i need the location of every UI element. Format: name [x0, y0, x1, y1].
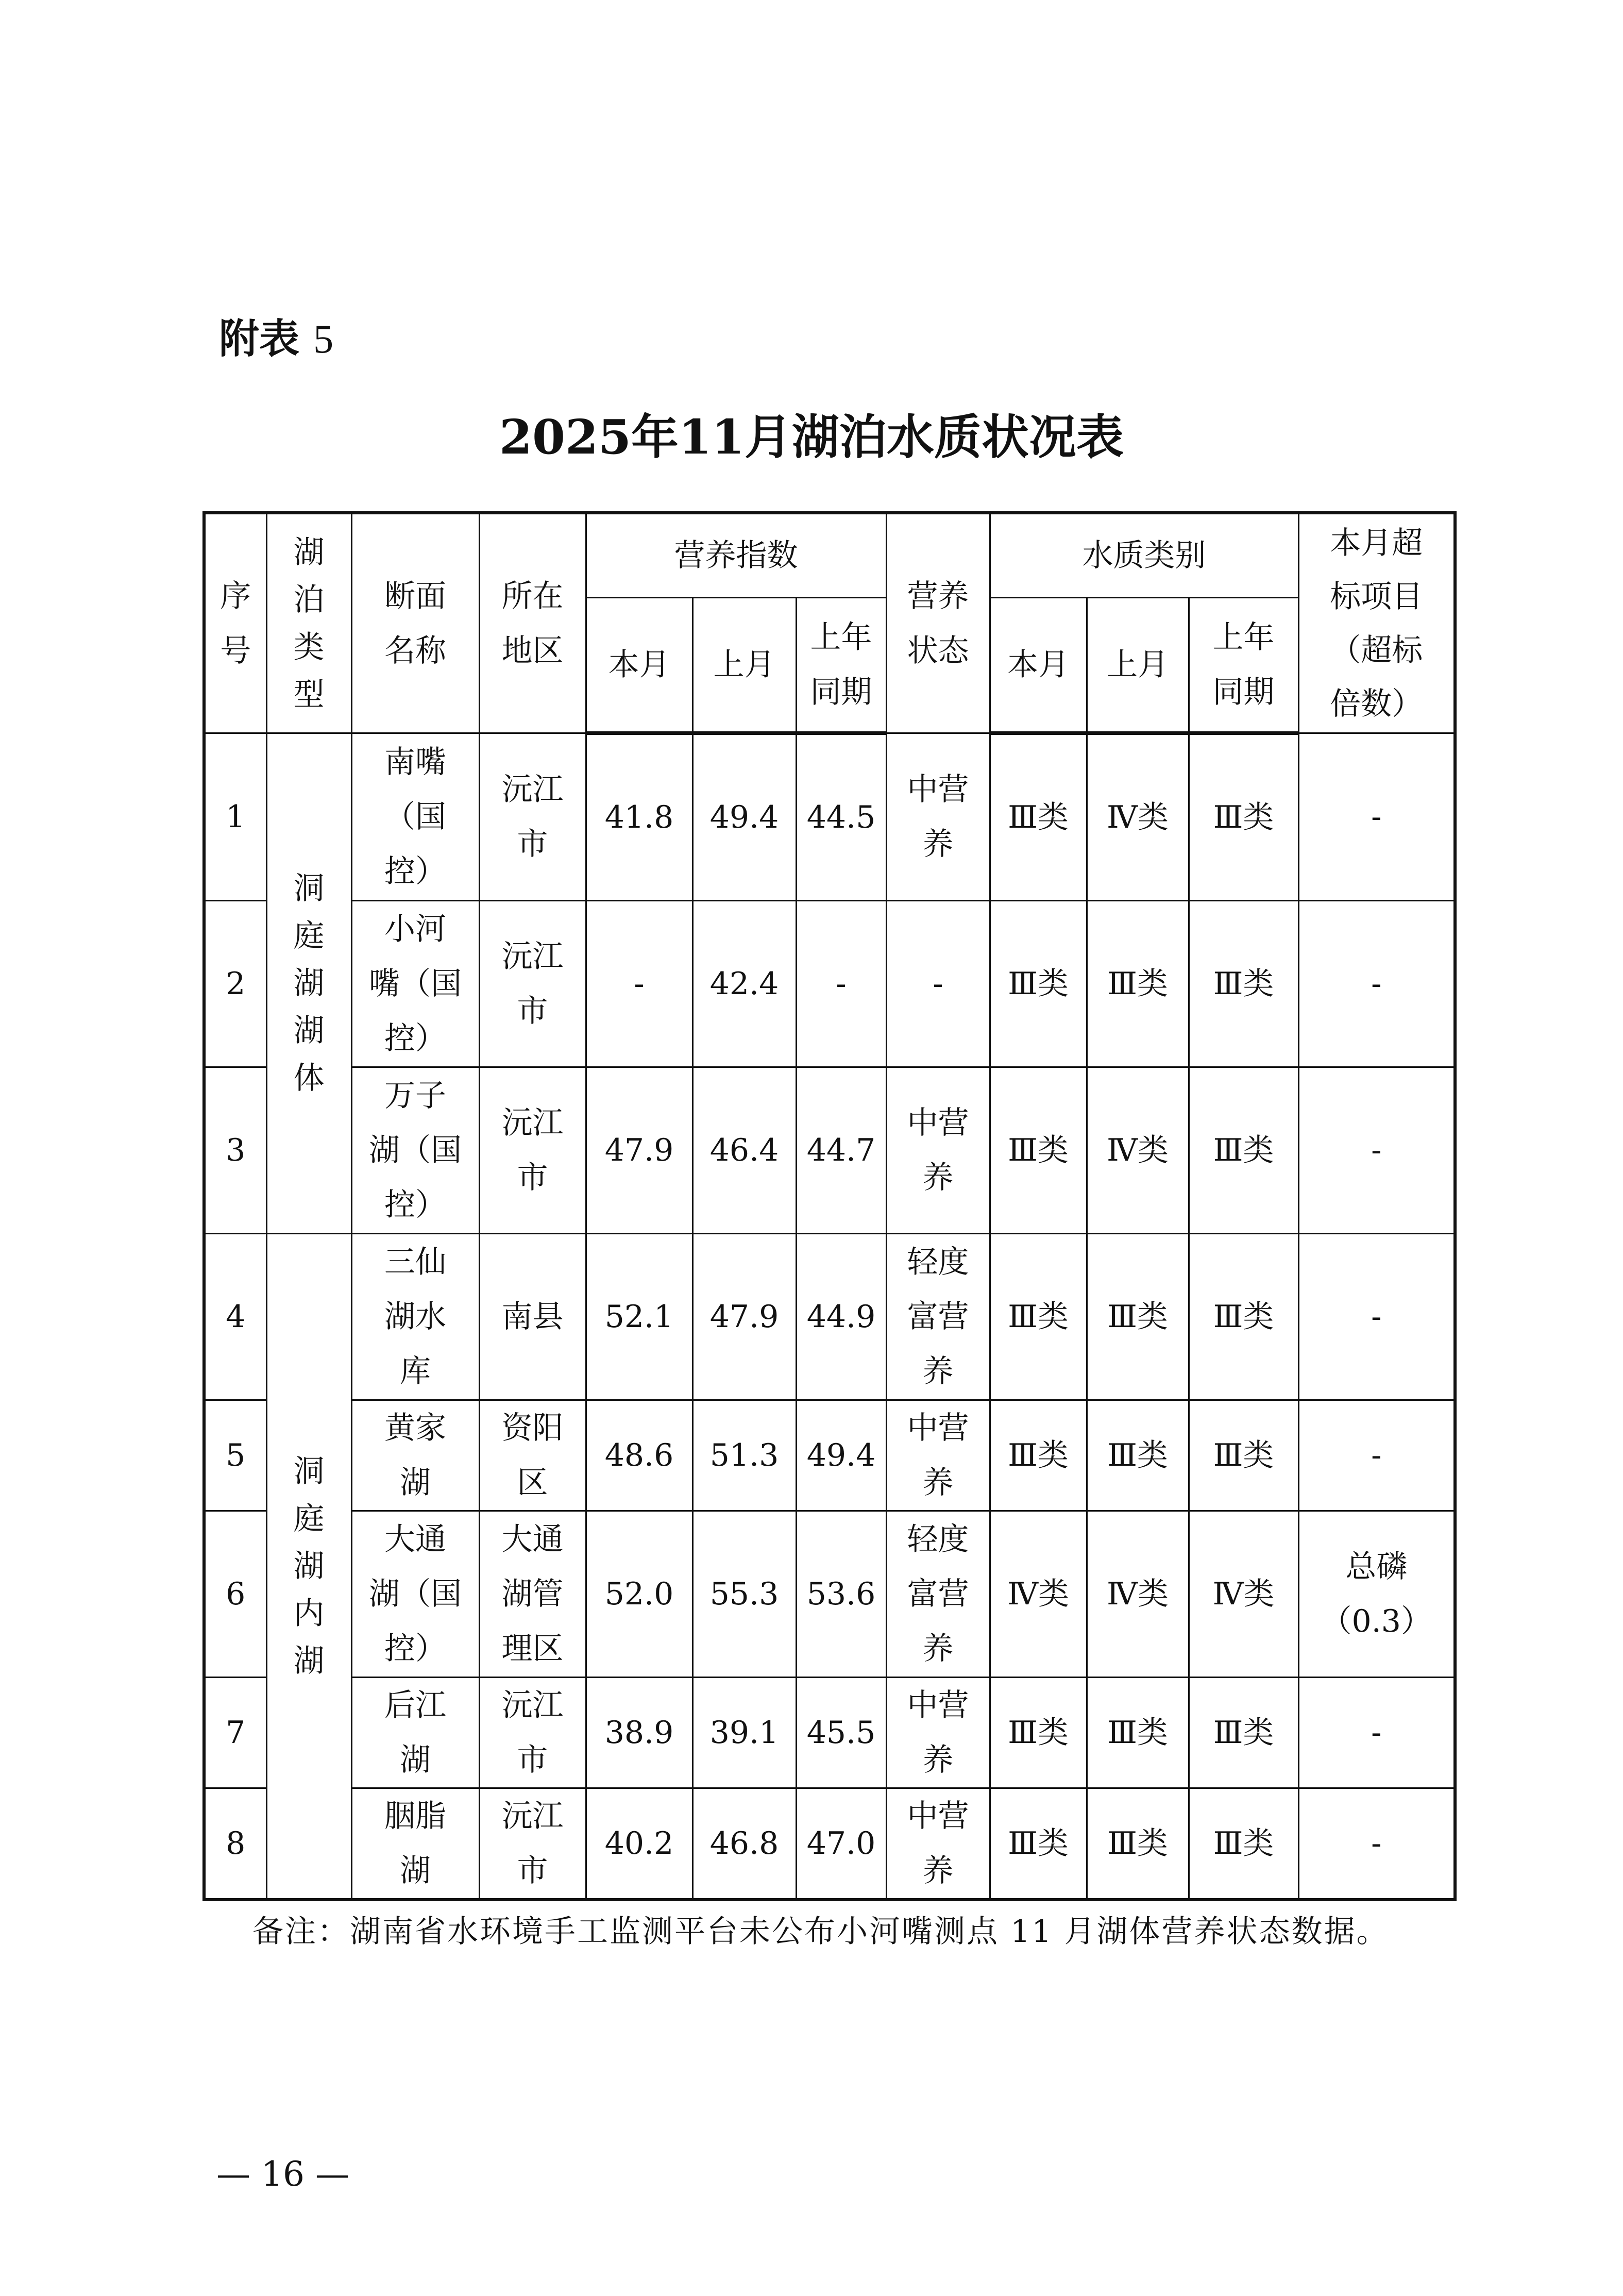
- cell-lake-group: 洞 庭 湖 内 湖: [266, 1234, 351, 1900]
- cell-exceed: -: [1298, 1067, 1455, 1234]
- cell-wq-last: Ⅳ类: [1087, 1511, 1189, 1678]
- table-row: [204, 1788, 1455, 1900]
- cell-seq: 2: [204, 901, 266, 1067]
- cell-wq-ly: Ⅲ类: [1189, 1678, 1298, 1788]
- lake-water-quality-table: [202, 511, 1457, 1901]
- header-trophic-state: 营养 状态: [886, 513, 990, 733]
- header-water-class: 水质类别: [990, 513, 1298, 598]
- cell-wq-now: Ⅳ类: [990, 1511, 1087, 1678]
- cell-seq: 4: [204, 1234, 266, 1400]
- table-row: [204, 1678, 1455, 1788]
- cell-region: 大通 湖管 理区: [479, 1511, 586, 1678]
- footnote: 备注：湖南省水环境手工监测平台未公布小河嘴测点 11 月湖体营养状态数据。: [252, 1914, 1389, 1950]
- table-row: [204, 1234, 1455, 1400]
- header-lake-type: 湖 泊 类 型: [266, 513, 351, 733]
- cell-exceed: -: [1298, 1788, 1455, 1900]
- cell-ti-now: 52.1: [586, 1234, 692, 1400]
- header-ti-last-month: 上月: [692, 598, 796, 733]
- cell-name: 小河 嘴（国 控）: [351, 901, 479, 1067]
- appendix-label: [219, 307, 333, 364]
- appendix-number: 5: [313, 316, 334, 361]
- cell-ti-now: 52.0: [586, 1511, 692, 1678]
- cell-ti-last: 55.3: [692, 1511, 796, 1678]
- cell-ti-now: 41.8: [586, 733, 692, 901]
- cell-name: 大通 湖（国 控）: [351, 1511, 479, 1678]
- cell-state: 中营 养: [886, 1678, 990, 1788]
- cell-exceed: 总磷 （0.3）: [1298, 1511, 1455, 1678]
- cell-seq: 3: [204, 1067, 266, 1234]
- cell-ti-now: -: [586, 901, 692, 1067]
- cell-wq-now: Ⅲ类: [990, 1067, 1087, 1234]
- cell-wq-last: Ⅲ类: [1087, 1678, 1189, 1788]
- table-row: [204, 1400, 1455, 1511]
- cell-name: 三仙 湖水 库: [351, 1234, 479, 1400]
- cell-lake-group: 洞 庭 湖 湖 体: [266, 733, 351, 1234]
- cell-seq: 1: [204, 733, 266, 901]
- cell-state: 轻度 富营 养: [886, 1234, 990, 1400]
- page-title: 2025年11月湖泊水质状况表: [499, 409, 1124, 465]
- header-seq: 序 号: [204, 513, 266, 733]
- cell-state: 中营 养: [886, 1788, 990, 1900]
- cell-wq-ly: Ⅳ类: [1189, 1511, 1298, 1678]
- header-ti-this-month: 本月: [586, 598, 692, 733]
- cell-state: -: [886, 901, 990, 1067]
- cell-name: 胭脂 湖: [351, 1788, 479, 1900]
- cell-name: 黄家 湖: [351, 1400, 479, 1511]
- cell-region: 沅江 市: [479, 733, 586, 901]
- cell-ti-ly: 44.9: [796, 1234, 886, 1400]
- cell-ti-ly: 53.6: [796, 1511, 886, 1678]
- cell-state: 中营 养: [886, 1400, 990, 1511]
- cell-wq-now: Ⅲ类: [990, 1234, 1087, 1400]
- cell-wq-now: Ⅲ类: [990, 901, 1087, 1067]
- cell-wq-now: Ⅲ类: [990, 1400, 1087, 1511]
- cell-name: 万子 湖（国 控）: [351, 1067, 479, 1234]
- cell-wq-ly: Ⅲ类: [1189, 1788, 1298, 1900]
- cell-ti-last: 46.8: [692, 1788, 796, 1900]
- cell-seq: 6: [204, 1511, 266, 1678]
- cell-ti-last: 51.3: [692, 1400, 796, 1511]
- cell-ti-now: 38.9: [586, 1678, 692, 1788]
- header-exceed: 本月超 标项目 （超标 倍数）: [1298, 513, 1455, 733]
- cell-region: 沅江 市: [479, 1067, 586, 1234]
- cell-seq: 8: [204, 1788, 266, 1900]
- header-ti-last-year: 上年 同期: [796, 598, 886, 733]
- header-row-1: [204, 513, 1455, 598]
- cell-name: 后江 湖: [351, 1678, 479, 1788]
- header-wq-last-month: 上月: [1087, 598, 1189, 733]
- cell-exceed: -: [1298, 1400, 1455, 1511]
- table-row: [204, 1067, 1455, 1234]
- cell-seq: 7: [204, 1678, 266, 1788]
- cell-wq-last: Ⅲ类: [1087, 1234, 1189, 1400]
- cell-ti-ly: -: [796, 901, 886, 1067]
- cell-ti-ly: 47.0: [796, 1788, 886, 1900]
- cell-wq-ly: Ⅲ类: [1189, 901, 1298, 1067]
- cell-region: 沅江 市: [479, 1788, 586, 1900]
- header-section-name: 断面 名称: [351, 513, 479, 733]
- cell-ti-last: 39.1: [692, 1678, 796, 1788]
- cell-ti-now: 47.9: [586, 1067, 692, 1234]
- table-row: [204, 733, 1455, 901]
- cell-state: 中营 养: [886, 733, 990, 901]
- cell-exceed: -: [1298, 733, 1455, 901]
- cell-wq-ly: Ⅲ类: [1189, 733, 1298, 901]
- table-row: [204, 1511, 1455, 1678]
- cell-name: 南嘴 （国 控）: [351, 733, 479, 901]
- header-trophic-index: 营养指数: [586, 513, 886, 598]
- header-region: 所在 地区: [479, 513, 586, 733]
- cell-ti-now: 48.6: [586, 1400, 692, 1511]
- cell-wq-last: Ⅲ类: [1087, 1788, 1189, 1900]
- cell-exceed: -: [1298, 1234, 1455, 1400]
- cell-exceed: -: [1298, 1678, 1455, 1788]
- cell-state: 轻度 富营 养: [886, 1511, 990, 1678]
- cell-wq-last: Ⅳ类: [1087, 1067, 1189, 1234]
- cell-region: 资阳 区: [479, 1400, 586, 1511]
- cell-wq-last: Ⅲ类: [1087, 1400, 1189, 1511]
- header-wq-this-month: 本月: [990, 598, 1087, 733]
- cell-ti-last: 42.4: [692, 901, 796, 1067]
- cell-ti-now: 40.2: [586, 1788, 692, 1900]
- cell-wq-last: Ⅲ类: [1087, 901, 1189, 1067]
- cell-region: 沅江 市: [479, 1678, 586, 1788]
- cell-region: 南县: [479, 1234, 586, 1400]
- cell-wq-now: Ⅲ类: [990, 733, 1087, 901]
- cell-exceed: -: [1298, 901, 1455, 1067]
- appendix-label-text: 附表: [219, 316, 300, 362]
- cell-wq-last: Ⅳ类: [1087, 733, 1189, 901]
- cell-ti-ly: 45.5: [796, 1678, 886, 1788]
- cell-ti-ly: 49.4: [796, 1400, 886, 1511]
- page-number: — 16 —: [216, 2154, 349, 2194]
- cell-wq-now: Ⅲ类: [990, 1788, 1087, 1900]
- cell-ti-ly: 44.7: [796, 1067, 886, 1234]
- header-wq-last-year: 上年 同期: [1189, 598, 1298, 733]
- cell-wq-ly: Ⅲ类: [1189, 1067, 1298, 1234]
- cell-wq-ly: Ⅲ类: [1189, 1400, 1298, 1511]
- cell-region: 沅江 市: [479, 901, 586, 1067]
- cell-ti-last: 46.4: [692, 1067, 796, 1234]
- cell-ti-last: 47.9: [692, 1234, 796, 1400]
- cell-wq-ly: Ⅲ类: [1189, 1234, 1298, 1400]
- cell-ti-ly: 44.5: [796, 733, 886, 901]
- cell-ti-last: 49.4: [692, 733, 796, 901]
- table-row: [204, 901, 1455, 1067]
- cell-wq-now: Ⅲ类: [990, 1678, 1087, 1788]
- cell-state: 中营 养: [886, 1067, 990, 1234]
- cell-seq: 5: [204, 1400, 266, 1511]
